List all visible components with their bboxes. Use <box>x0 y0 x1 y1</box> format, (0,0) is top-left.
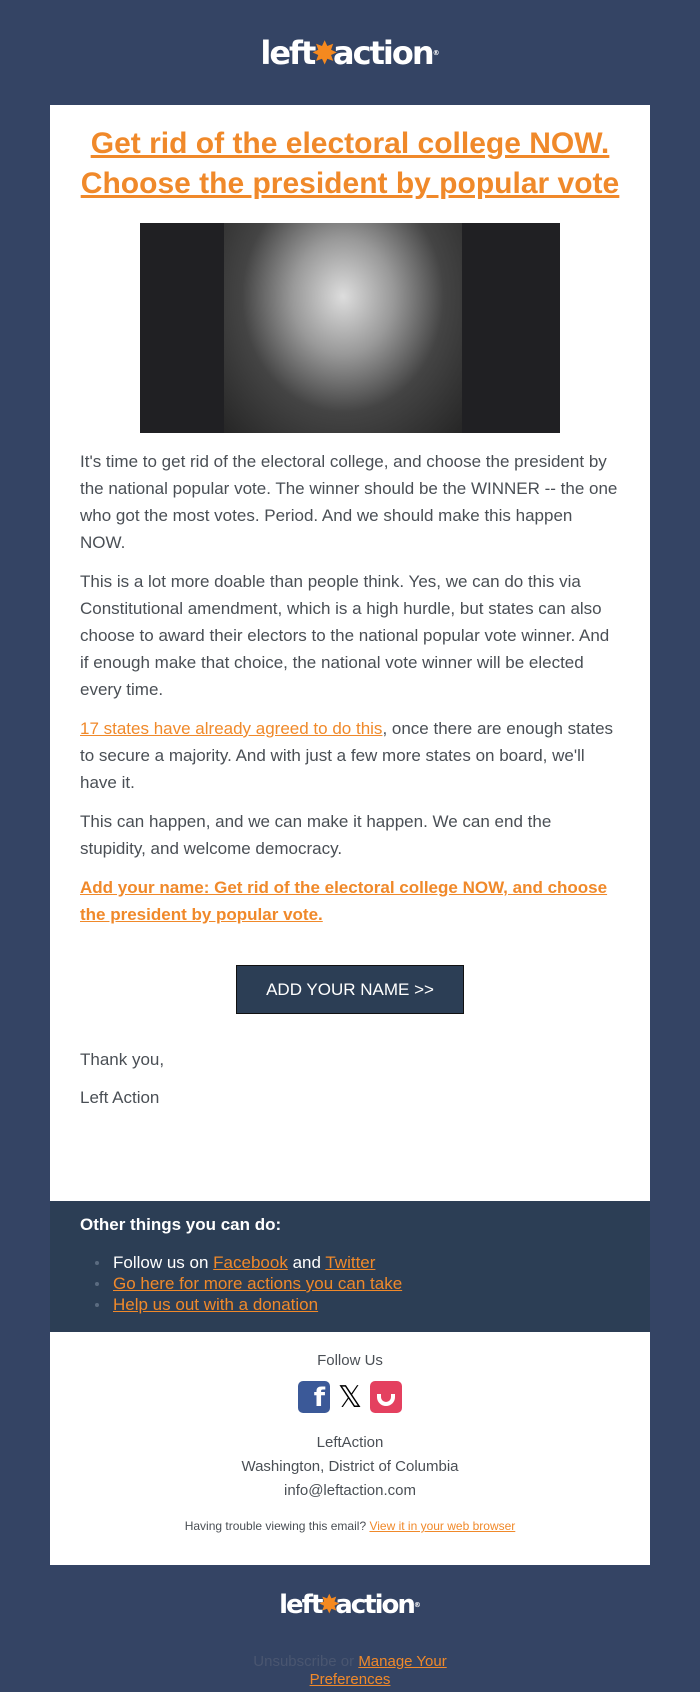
paragraph-2: This is a lot more doable than people think. Yes, we can do this via Constitutional amendment, which is a high hurdle, but states can also choose to award their electors to the national popular vote winner. And if enough make that choice, the national vote winner will be elected every time. <box>80 572 610 699</box>
donation-link[interactable]: Help us out with a donation <box>113 1295 319 1314</box>
x-icon[interactable]: 𝕏 <box>337 1380 363 1414</box>
states-link[interactable]: 17 states have already agreed to do this <box>80 719 383 738</box>
registered-mark: ® <box>413 1601 421 1609</box>
trouble-text: Having trouble viewing this email? <box>184 1519 370 1533</box>
headline-link[interactable]: Get rid of the electoral college NOW. Choose the president by popular vote <box>80 127 620 200</box>
logo-right: action <box>333 33 433 72</box>
bent-over-man-photo <box>224 223 462 433</box>
other-title: Other things you can do: <box>80 1215 282 1234</box>
paragraph-1: It's time to get rid of the electoral college, and choose the president by the national popular vote. The winner should be the WINNER -- the one who got the most votes. Period. And we should make this happen NOW. <box>80 452 618 552</box>
email-card <box>50 105 650 1565</box>
logo-right: action <box>335 1590 414 1620</box>
list-item <box>113 1294 620 1315</box>
org-email: info@leftaction.com <box>284 1482 416 1499</box>
add-name-link[interactable]: Add your name: Get rid of the electoral college NOW, and choose the president by popular vote. <box>80 878 608 924</box>
list-item <box>113 1273 620 1294</box>
leftaction-logo[interactable] <box>0 0 700 105</box>
twitter-link[interactable]: Twitter <box>325 1253 376 1272</box>
instagram-icon[interactable] <box>370 1381 402 1413</box>
org-name: LeftAction <box>316 1434 384 1451</box>
burst-icon: ✸ <box>318 1590 339 1620</box>
paragraph-4: This can happen, and we can make it happen. We can end the stupidity, and welcome democracy. <box>80 812 552 858</box>
hero-image[interactable] <box>140 223 560 433</box>
web-browser-link[interactable]: View it in your web browser <box>369 1519 516 1533</box>
states-text: , once there are enough states to secure a majority. And with just a few more states on board, we'll have it. <box>80 719 614 792</box>
facebook-link[interactable]: Facebook <box>213 1253 288 1272</box>
other-actions-section <box>50 1201 650 1332</box>
logo-left: left <box>260 33 315 72</box>
list-item: Follow us on Facebook and Twitter <box>113 1252 620 1273</box>
footer-logo[interactable] <box>0 1590 700 1620</box>
manage-preferences-link[interactable]: Manage Your Preferences <box>309 1653 447 1688</box>
registered-mark: ® <box>432 48 440 57</box>
add-your-name-button[interactable]: ADD YOUR NAME >> <box>236 965 464 1014</box>
org-location: Washington, District of Columbia <box>241 1458 459 1475</box>
thank-you: Thank you, <box>80 1050 165 1069</box>
facebook-icon[interactable]: f <box>298 1381 330 1413</box>
footer <box>50 1332 650 1533</box>
signature: Left Action <box>80 1088 160 1107</box>
follow-us-label: Follow Us <box>317 1352 383 1369</box>
paragraph-3 <box>80 715 620 796</box>
burst-icon: ✸ <box>311 33 337 72</box>
more-actions-link[interactable]: Go here for more actions you can take <box>113 1274 403 1293</box>
unsubscribe-link[interactable]: Unsubscribe or <box>253 1653 359 1670</box>
logo-left: left <box>279 1590 322 1620</box>
